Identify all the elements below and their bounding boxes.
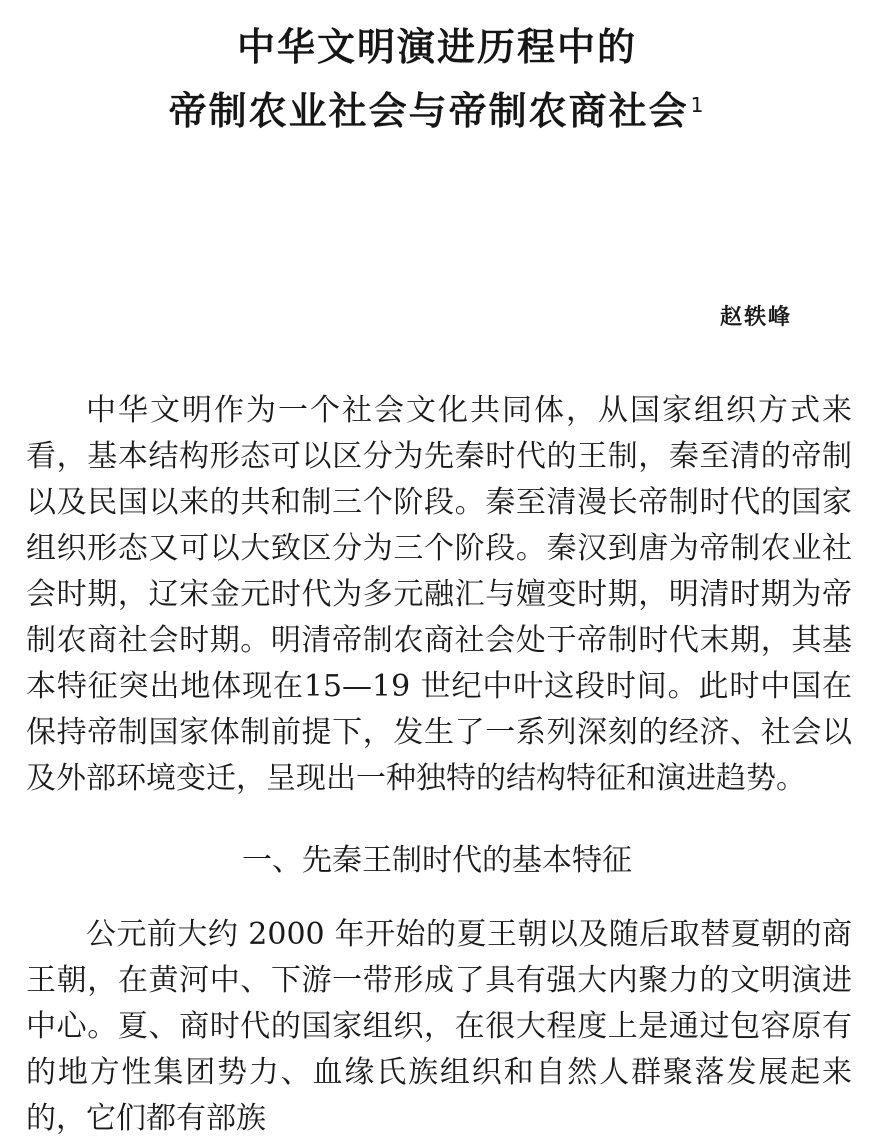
title-footnote-marker[interactable]: 1 [690,93,706,117]
title-line-1-text: 中华文明演进历程中的 [236,25,637,69]
section-heading: 一、先秦王制时代的基本特征 [242,843,632,878]
author-name: 赵轶峰 [719,305,792,330]
intro-paragraph: 中华文明作为一个社会文化共同体，从国家组织方式来看，基本结构形态可以区分为先秦时代的王制，秦至清的帝制以及民国以来的共和制三个阶段。秦至清漫长帝制时代的国家组织形态又可以大致区分为三个阶段。秦汉到唐为帝制农业社会时期，辽宋金元时代为多元融汇与嬗变时期，明清时期为帝制农商社会时期。明清帝制农商社会处于帝制时代末期，其基本特征突出地体现在15—19 世纪中叶这段时间。此时中国在保持帝制国家体制前提下，发生了一系列深刻的经济、社会以及外部环境变迁，呈现出一种独特的结构特征和演进趋势。 [26,393,852,796]
title-line-2 [0,86,874,136]
title-line-1 [0,22,874,72]
section-paragraph: 公元前大约 2000 年开始的夏王朝以及随后取替夏朝的商王朝，在黄河中、下游一带形成了具有强大内聚力的文明演进中心。夏、商时代的国家组织，在很大程度上是通过包容原有的地方性集团势力、血缘氏族组织和自然人群聚落发展起来的，它们都有部族 [26,917,852,1136]
title-line-2-text: 帝制农业社会与帝制农商社会 [168,89,689,133]
